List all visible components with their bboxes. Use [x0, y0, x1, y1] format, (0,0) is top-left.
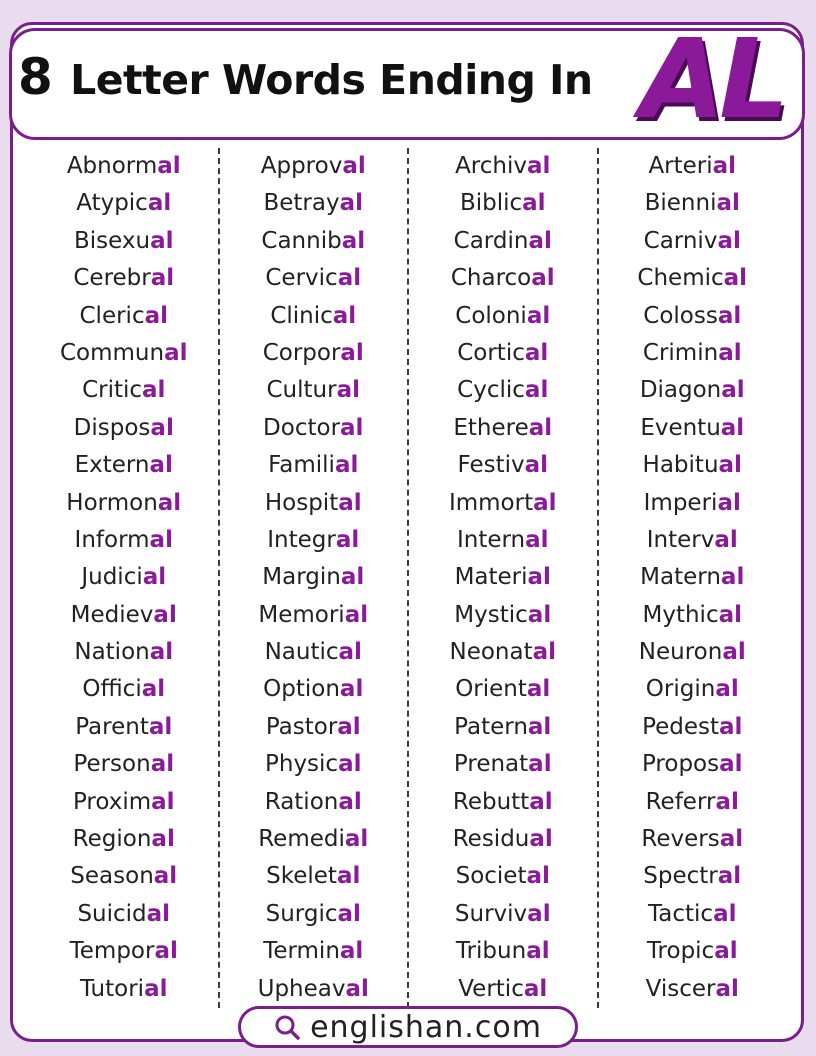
word-item: Neonatal	[449, 639, 557, 666]
word-item: Familial	[268, 452, 359, 479]
word-item: Habitual	[642, 452, 742, 479]
word-item: Colossal	[643, 302, 742, 329]
word-item: Maternal	[640, 564, 745, 591]
word-item: Upheaval	[257, 975, 369, 1002]
word-item: Visceral	[645, 975, 739, 1002]
word-item: Betrayal	[263, 190, 363, 217]
word-item: Bisexual	[74, 227, 174, 254]
word-item: Proposal	[641, 751, 743, 778]
footer-site: englishan.com	[310, 1009, 542, 1045]
word-item: Optional	[263, 676, 364, 703]
word-item: Ethereal	[453, 414, 553, 441]
magnifier-icon	[274, 1014, 300, 1040]
word-item: Mystical	[454, 601, 552, 628]
word-item: Diagonal	[639, 377, 745, 404]
word-item: Charcoal	[450, 265, 555, 292]
word-column	[30, 148, 220, 1008]
word-item: Temporal	[69, 938, 178, 965]
word-item: Hormonal	[66, 489, 182, 516]
word-item: Neuronal	[638, 639, 746, 666]
word-item: Cervical	[265, 265, 362, 292]
word-item: Critical	[82, 377, 166, 404]
word-item: Cortical	[457, 339, 549, 366]
word-item: Internal	[456, 526, 549, 553]
word-column	[409, 148, 599, 1008]
word-item: Cultural	[266, 377, 360, 404]
word-item: Eventual	[640, 414, 745, 441]
word-item: National	[74, 639, 174, 666]
title-text: Letter Words Ending In	[70, 56, 593, 104]
word-item: Material	[454, 564, 551, 591]
word-item: Informal	[74, 526, 173, 553]
word-item: Clerical	[79, 302, 168, 329]
title-suffix: AL	[640, 15, 784, 143]
word-item: Doctoral	[263, 414, 364, 441]
word-item: Oriental	[455, 676, 551, 703]
word-item: Chemical	[637, 265, 748, 292]
word-item: Remedial	[258, 826, 369, 853]
word-item: Judicial	[81, 564, 167, 591]
word-item: Pastoral	[265, 713, 361, 740]
word-item: Original	[645, 676, 739, 703]
word-item: Corporal	[262, 339, 364, 366]
word-item: Cerebral	[73, 265, 175, 292]
word-item: Paternal	[454, 713, 552, 740]
word-item: Terminal	[263, 938, 364, 965]
word-item: Tribunal	[455, 938, 550, 965]
word-item: Communal	[59, 339, 188, 366]
word-item: Vertical	[458, 975, 548, 1002]
word-item: Tutorial	[80, 975, 168, 1002]
word-item: Pedestal	[642, 713, 743, 740]
word-item: Interval	[646, 526, 738, 553]
title-number: 8	[18, 48, 53, 106]
word-item: Skeletal	[266, 863, 361, 890]
word-item: Referral	[645, 788, 739, 815]
word-item: External	[74, 452, 173, 479]
word-column	[220, 148, 410, 1008]
word-item: Marginal	[262, 564, 365, 591]
word-item: Spectral	[643, 863, 742, 890]
word-item: Approval	[260, 153, 366, 179]
word-item: Suicidal	[77, 900, 171, 927]
footer-badge[interactable]	[238, 1006, 578, 1048]
word-item: Immortal	[448, 489, 557, 516]
word-item: Rational	[264, 788, 362, 815]
word-columns	[30, 148, 786, 1008]
word-item: Personal	[73, 751, 175, 778]
word-item: Atypical	[76, 190, 172, 217]
word-item: Rebuttal	[452, 788, 553, 815]
word-item: Regional	[72, 826, 175, 853]
word-item: Residual	[452, 826, 553, 853]
word-item: Colonial	[455, 302, 551, 329]
word-item: Arterial	[648, 153, 737, 179]
word-item: Nautical	[264, 639, 362, 666]
word-item: Abnormal	[66, 153, 181, 179]
word-item: Imperial	[643, 489, 741, 516]
word-item: Official	[82, 676, 166, 703]
word-item: Reversal	[641, 826, 744, 853]
word-item: Memorial	[258, 601, 369, 628]
word-item: Mythical	[642, 601, 742, 628]
word-item: Integral	[267, 526, 360, 553]
word-item: Criminal	[642, 339, 742, 366]
word-item: Disposal	[73, 414, 174, 441]
word-item: Prenatal	[453, 751, 552, 778]
word-item: Cyclical	[457, 377, 549, 404]
word-item: Archival	[455, 153, 551, 179]
word-item: Clinical	[270, 302, 357, 329]
word-item: Survival	[454, 900, 551, 927]
word-item: Surgical	[265, 900, 361, 927]
word-item: Tactical	[648, 900, 737, 927]
word-item: Carnival	[643, 227, 741, 254]
word-item: Hospital	[264, 489, 362, 516]
word-item: Medieval	[70, 601, 177, 628]
word-item: Cannibal	[261, 227, 366, 254]
word-item: Seasonal	[70, 863, 178, 890]
word-item: Societal	[455, 863, 550, 890]
word-column	[599, 148, 787, 1008]
word-item: Parental	[75, 713, 173, 740]
word-item: Physical	[265, 751, 362, 778]
page-title	[18, 48, 593, 106]
word-item: Proximal	[72, 788, 175, 815]
word-item: Festival	[457, 452, 549, 479]
word-item: Biblical	[459, 190, 546, 217]
word-item: Cardinal	[453, 227, 552, 254]
word-item: Tropical	[646, 938, 738, 965]
word-item: Biennial	[644, 190, 740, 217]
